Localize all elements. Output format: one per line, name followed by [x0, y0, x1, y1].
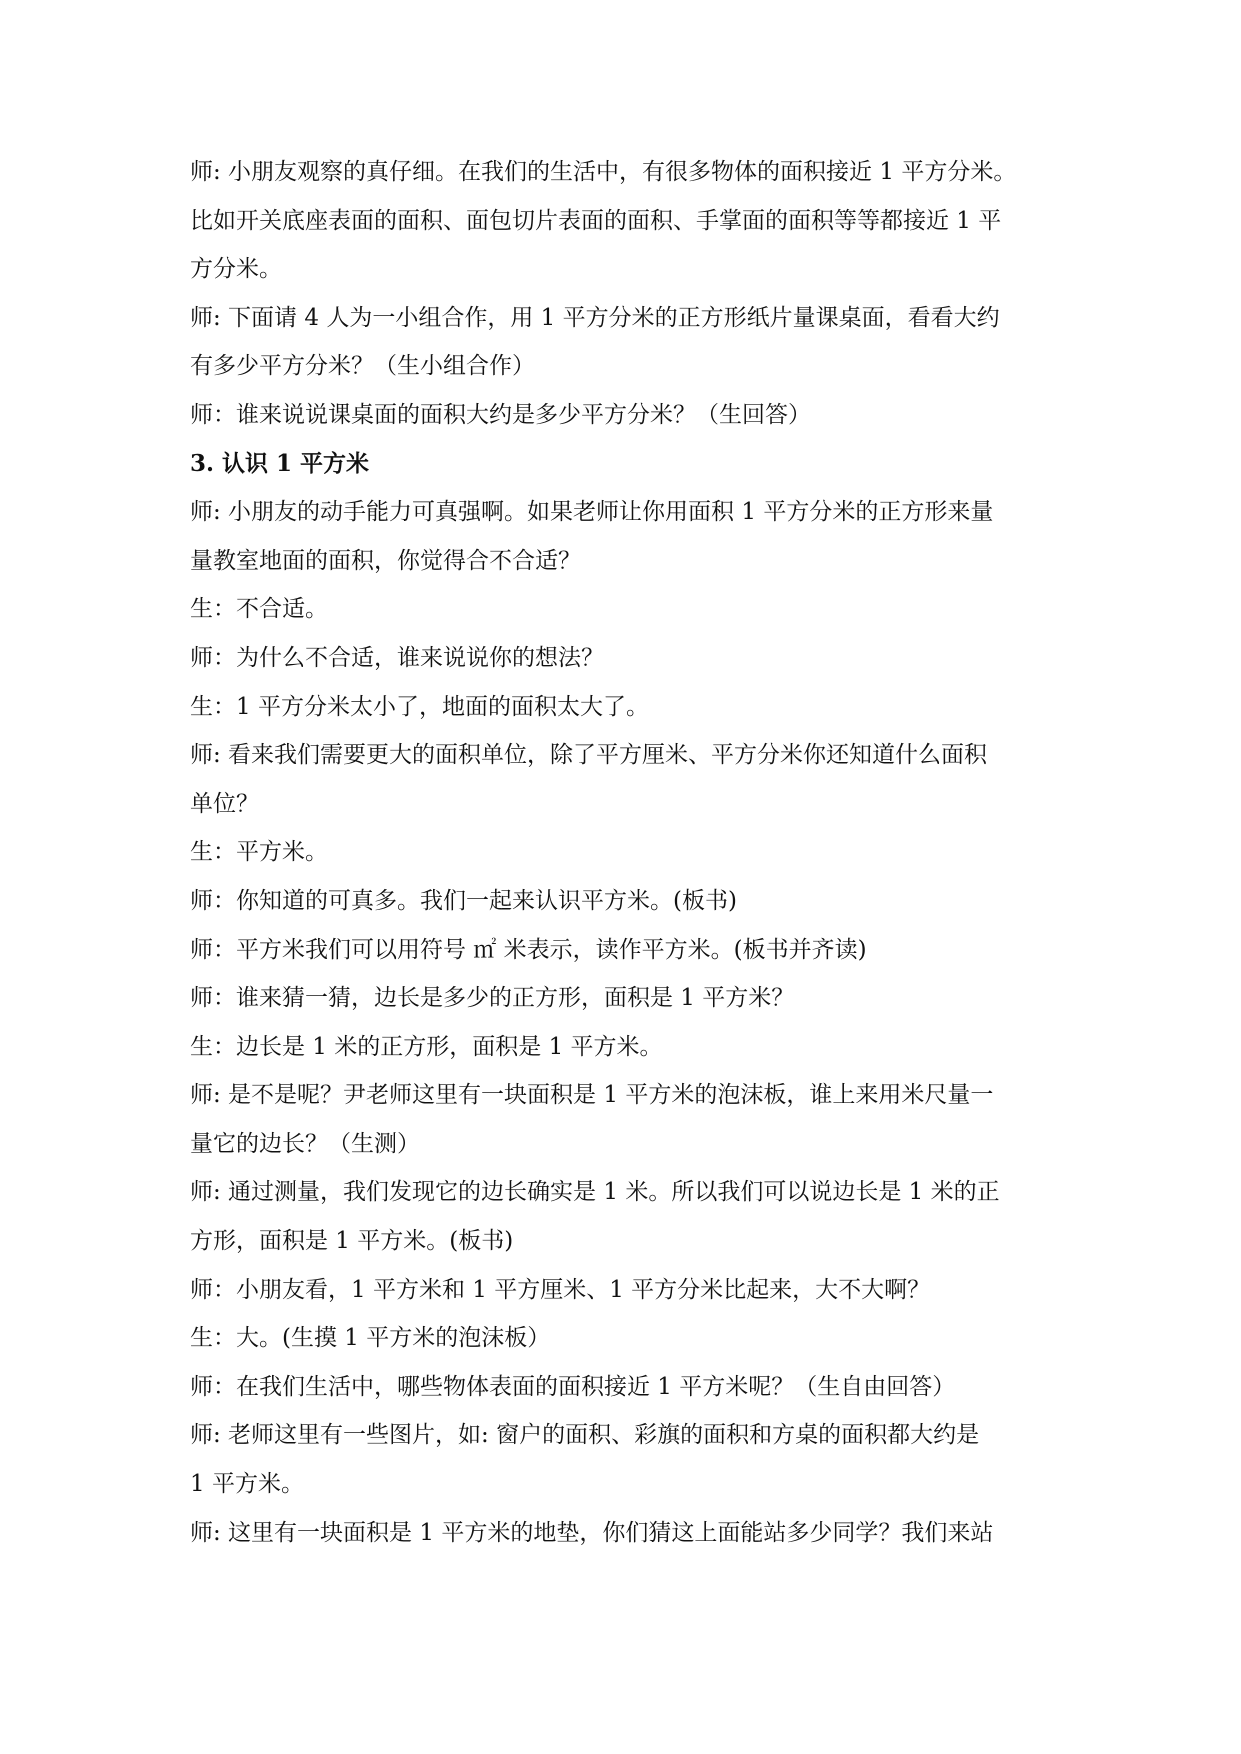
text-line: 生：不合适。: [190, 596, 328, 623]
text-line: 师: 看来我们需要更大的面积单位，除了平方厘米、平方分米你还知道什么面积: [190, 742, 988, 769]
text-line: 师: 小朋友的动手能力可真强啊。如果老师让你用面积 1 平方分米的正方形来量: [190, 499, 994, 526]
text-line: 师：为什么不合适，谁来说说你的想法？: [190, 644, 604, 671]
text-line: 师: 通过测量，我们发现它的边长确实是 1 米。所以我们可以说边长是 1 米的正: [190, 1179, 1000, 1206]
text-line: 师：在我们生活中，哪些物体表面的面积接近 1 平方米呢？（生自由回答）: [190, 1373, 956, 1400]
text-line: 生：边长是 1 米的正方形，面积是 1 平方米。: [190, 1033, 663, 1060]
text-line: 师: 这里有一块面积是 1 平方米的地垫，你们猜这上面能站多少同学？我们来站: [190, 1519, 994, 1546]
text-line: 量它的边长？（生测）: [190, 1130, 420, 1157]
text-line: 师: 小朋友观察的真仔细。在我们的生活中，有很多物体的面积接近 1 平方分米。: [190, 159, 1017, 185]
text-line: 量教室地面的面积，你觉得合不合适？: [190, 547, 581, 574]
text-line: 方分米。: [190, 256, 282, 283]
text-line: 师：谁来猜一猜，边长是多少的正方形，面积是 1 平方米？: [190, 985, 795, 1012]
text-line: 师：你知道的可真多。我们一起来认识平方米。(板书): [190, 887, 737, 914]
text-line: 生：大。(生摸 1 平方米的泡沫板）: [190, 1325, 551, 1352]
section-heading: 3. 认识 1 平方米: [190, 449, 370, 477]
text-line: 方形，面积是 1 平方米。(板书): [190, 1228, 514, 1255]
text-line: 师：小朋友看，1 平方米和 1 平方厘米、1 平方分米比起来，大不大啊？: [190, 1276, 931, 1303]
text-line: 比如开关底座表面的面积、面包切片表面的面积、手掌面的面积等等都接近 1 平: [190, 207, 1002, 234]
text-line: 1 平方米。: [190, 1471, 304, 1498]
text-line: 师：谁来说说课桌面的面积大约是多少平方分米？（生回答）: [190, 401, 811, 428]
text-line: 有多少平方分米？（生小组合作）: [190, 353, 535, 380]
text-line: 单位？: [190, 790, 259, 817]
text-line: 师：平方米我们可以用符号 ㎡ 米表示，读作平方米。(板书并齐读): [190, 936, 867, 963]
text-line: 生：平方米。: [190, 839, 328, 866]
document-page: [190, 148, 1060, 1557]
text-line: 师: 是不是呢？尹老师这里有一块面积是 1 平方米的泡沫板，谁上来用米尺量一: [190, 1082, 994, 1109]
text-line: 生：1 平方分米太小了，地面的面积太大了。: [190, 693, 649, 720]
text-line: 师: 老师这里有一些图片，如: 窗户的面积、彩旗的面积和方桌的面积都大约是: [190, 1422, 980, 1449]
text-line: 师: 下面请 4 人为一小组合作，用 1 平方分米的正方形纸片量课桌面，看看大约: [190, 304, 1000, 331]
